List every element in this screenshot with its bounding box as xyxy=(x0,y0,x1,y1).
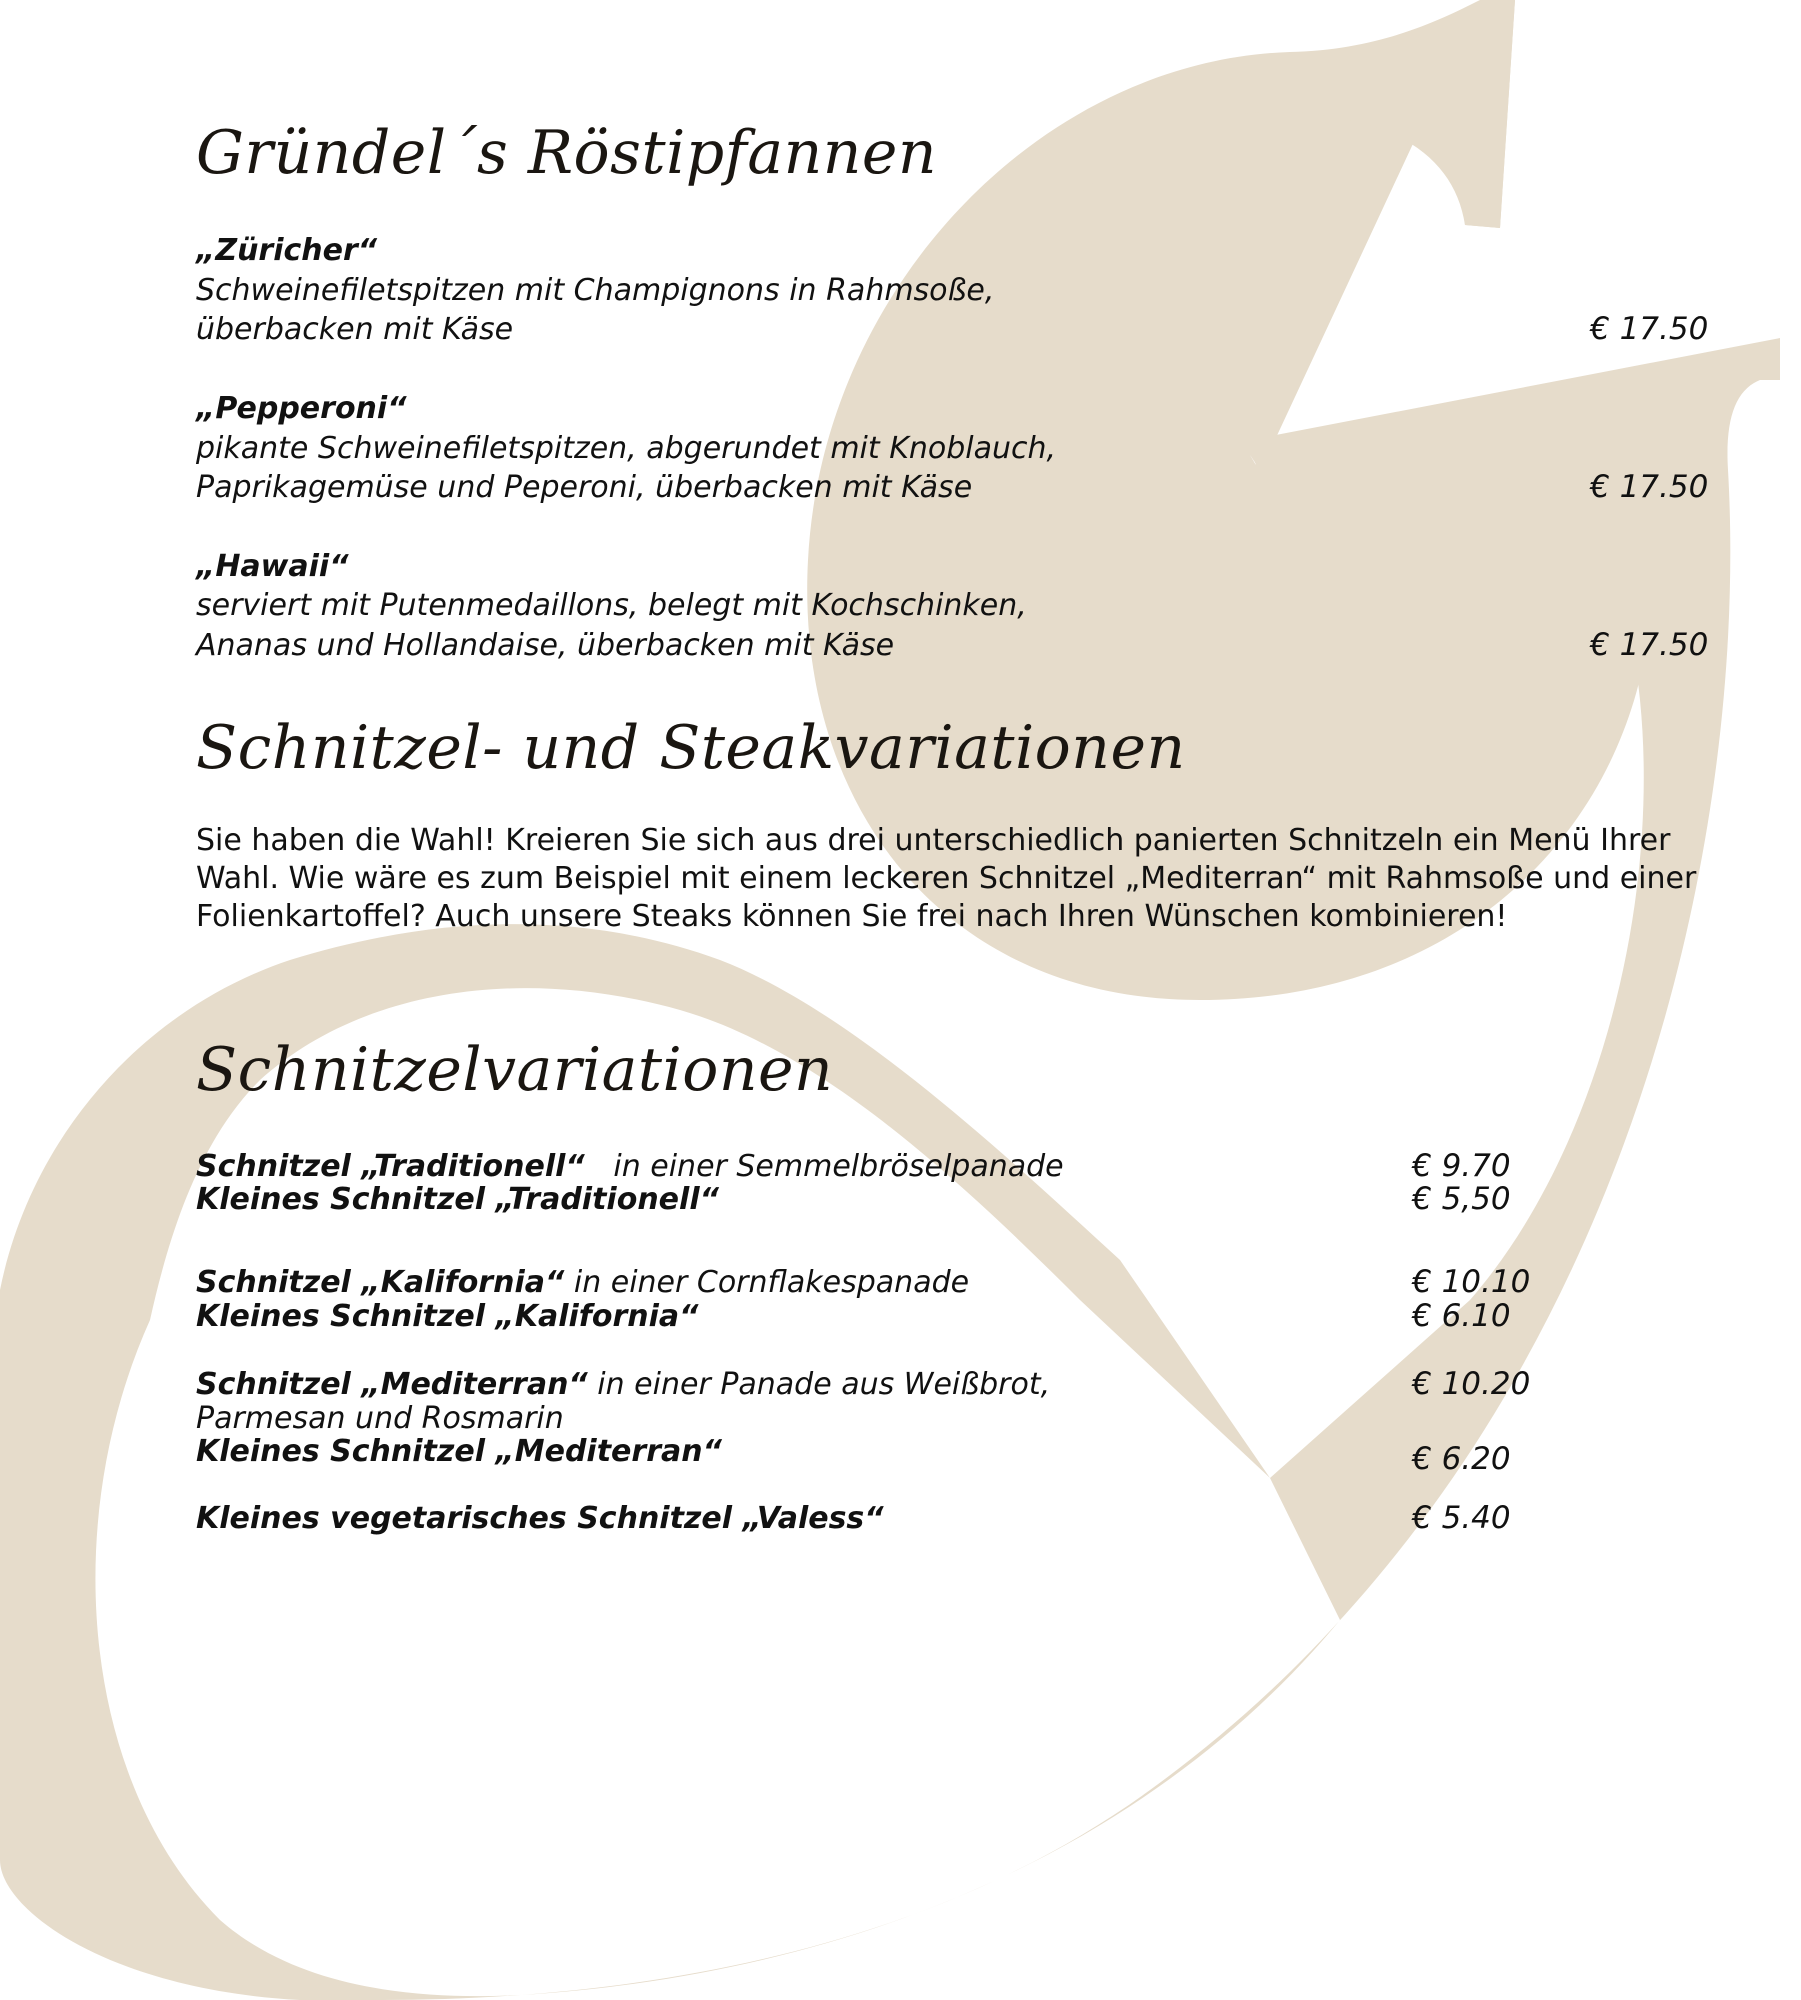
section-title-steak: Schnitzel- und Steakvariationen xyxy=(196,713,1186,783)
schnitzel-row-valess xyxy=(196,1500,884,1538)
item-desc-zuericher-1: Schweinefiletspitzen mit Champignons in Rahmsoße, xyxy=(196,273,995,308)
item-price-pepperoni: € 17.50 xyxy=(1590,469,1709,505)
item-name-pepperoni: „Pepperoni“ xyxy=(196,391,407,426)
schnitzel-name: Kleines Schnitzel „Traditionell“ xyxy=(196,1182,719,1217)
schnitzel-desc: in einer Panade aus Weißbrot, xyxy=(597,1367,1051,1402)
section-title-roesti: Gründel´s Röstipfannen xyxy=(196,118,938,188)
item-desc-zuericher-2: überbacken mit Käse xyxy=(196,312,514,347)
schnitzel-name: Kleines Schnitzel „Kalifornia“ xyxy=(196,1299,699,1334)
section-intro-text: Sie haben die Wahl! Kreieren Sie sich aus drei unterschiedlich panierten Schnitzeln ein Menü Ihrer Wahl. Wie wäre es zum Beispiel mit einem leckeren Schnitzel „Mediterran“ mit Rahmsoße und einer Folienkartoffel? Auch unsere Steaks können Sie frei nach Ihren Wünschen kombinieren! xyxy=(196,823,1697,934)
schnitzel-desc: in einer Semmelbröselpanade xyxy=(613,1149,1064,1184)
schnitzel-desc: in einer Cornflakespanade xyxy=(573,1265,970,1300)
schnitzel-price: € 9.70 xyxy=(1412,1148,1511,1184)
schnitzel-price: € 5,50 xyxy=(1412,1181,1511,1217)
schnitzel-row-mediterran-klein xyxy=(196,1433,722,1471)
item-desc-pepperoni-2: Paprikagemüse und Peperoni, überbacken mit Käse xyxy=(196,470,973,505)
item-desc-hawaii-2: Ananas und Hollandaise, überbacken mit Käse xyxy=(196,628,895,663)
schnitzel-name: Kleines vegetarisches Schnitzel „Valess“ xyxy=(196,1501,884,1536)
item-name-zuericher: „Züricher“ xyxy=(196,233,378,268)
schnitzel-price: € 6.10 xyxy=(1412,1298,1511,1334)
schnitzel-row-traditionell-klein xyxy=(196,1181,719,1219)
item-desc-hawaii-1: serviert mit Putenmedaillons, belegt mit Kochschinken, xyxy=(196,588,1027,623)
schnitzel-row-mediterran xyxy=(196,1366,1050,1404)
schnitzel-price: € 5.40 xyxy=(1412,1500,1511,1536)
schnitzel-name: Schnitzel „Mediterran“ xyxy=(196,1367,588,1402)
item-desc-pepperoni-1: pikante Schweinefiletspitzen, abgerundet mit Knoblauch, xyxy=(196,431,1057,466)
schnitzel-row-kalifornia-klein xyxy=(196,1298,698,1336)
schnitzel-desc-mediterran-2: Parmesan und Rosmarin xyxy=(196,1401,564,1436)
item-name-hawaii: „Hawaii“ xyxy=(196,549,349,584)
schnitzel-price: € 10.10 xyxy=(1412,1264,1531,1300)
schnitzel-name: Kleines Schnitzel „Mediterran“ xyxy=(196,1434,722,1469)
section-title-schnitzel: Schnitzelvariationen xyxy=(196,1035,834,1105)
schnitzel-row-kalifornia xyxy=(196,1264,969,1302)
schnitzel-name: Schnitzel „Traditionell“ xyxy=(196,1149,585,1184)
item-price-hawaii: € 17.50 xyxy=(1590,627,1709,663)
item-price-zuericher: € 17.50 xyxy=(1590,311,1709,347)
schnitzel-price: € 10.20 xyxy=(1412,1366,1531,1402)
schnitzel-name: Schnitzel „Kalifornia“ xyxy=(196,1265,565,1300)
schnitzel-price: € 6.20 xyxy=(1412,1441,1511,1477)
